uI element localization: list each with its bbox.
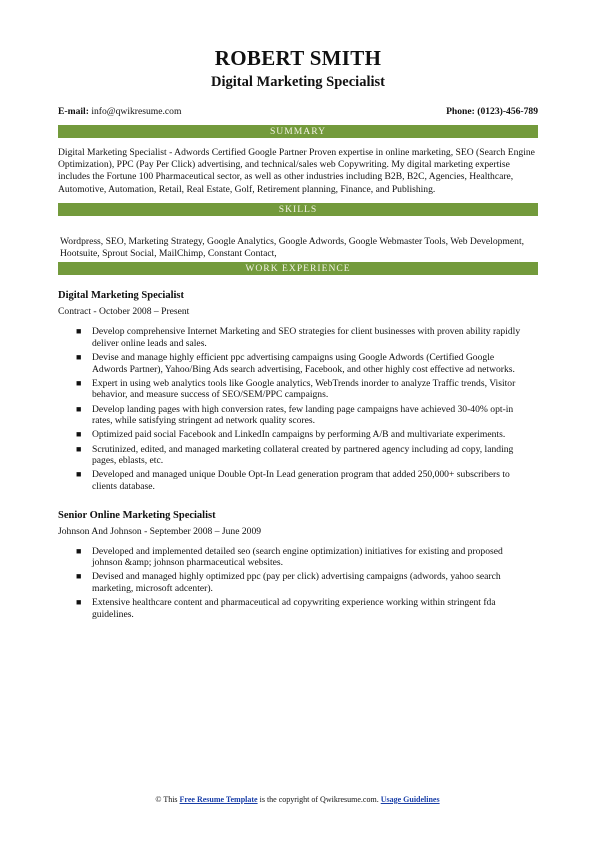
job-entry-2 xyxy=(58,509,538,621)
list-item xyxy=(58,326,538,349)
usage-guidelines-link[interactable]: Usage Guidelines xyxy=(380,795,440,804)
summary-section-bar: SUMMARY xyxy=(58,125,538,138)
list-item xyxy=(58,378,538,401)
bullet-icon: ■ xyxy=(76,571,82,582)
candidate-name: ROBERT SMITH xyxy=(214,46,382,70)
experience-section-bar: WORK EXPERIENCE xyxy=(58,262,538,275)
bullet-icon: ■ xyxy=(76,352,82,362)
job-bullets-1 xyxy=(58,326,538,492)
bullet-text: Devised and managed highly optimized ppc (pay per click) advertising campaigns (adwords, yahoo search marketing, microsoft adcenter). xyxy=(92,571,501,594)
footer-middle: is the copyright of Qwikresume.com. xyxy=(259,795,379,804)
list-item xyxy=(58,404,538,427)
skills-section-bar: SKILLS xyxy=(58,203,538,216)
page-footer xyxy=(0,795,595,805)
bullet-icon: ■ xyxy=(76,326,82,337)
job-entry-1 xyxy=(58,289,538,492)
list-item xyxy=(58,597,538,620)
bullet-icon: ■ xyxy=(76,469,82,480)
list-item xyxy=(58,571,538,594)
list-item xyxy=(58,352,538,375)
list-item xyxy=(58,429,538,441)
bullet-text: Optimized paid social Facebook and LinkedIn campaigns by performing A/B and multivariate experiments. xyxy=(92,429,506,441)
contact-row xyxy=(58,106,538,118)
phone-label: Phone: xyxy=(446,106,475,117)
list-item xyxy=(58,444,538,467)
phone-value: (0123)-456-789 xyxy=(477,106,538,117)
bullet-text: Developed and managed unique Double Opt-In Lead generation program that added 250,000+ subscribers to clients database. xyxy=(92,469,510,492)
email-block xyxy=(58,106,181,118)
list-item xyxy=(58,469,538,492)
list-item xyxy=(58,546,538,569)
email-value: info@qwikresume.com xyxy=(91,106,182,117)
skills-text: Wordpress, SEO, Marketing Strategy, Google Analytics, Google Adwords, Google Webmaster Tools, Web Development, Hootsuite, Sprout Social, MailChimp, Constant Contact, xyxy=(60,235,525,260)
free-resume-template-link[interactable]: Free Resume Template xyxy=(179,795,258,804)
bullet-icon: ■ xyxy=(76,429,82,440)
bullet-text: Developed and implemented detailed seo (search engine optimization) initiatives for existing and proposed johnson &amp; johnson pharmaceutical websites. xyxy=(92,545,503,569)
job-bullets-2 xyxy=(58,546,538,621)
job-company-1: Contract - October 2008 – Present xyxy=(58,306,190,318)
phone-block xyxy=(446,106,538,118)
email-label: E-mail: xyxy=(58,106,89,117)
candidate-title: Digital Marketing Specialist xyxy=(211,74,385,90)
bullet-text: Develop comprehensive Internet Marketing and SEO strategies for client businesses with proven ability rapidly deliver online leads and sales. xyxy=(92,326,521,349)
job-company-2: Johnson And Johnson - September 2008 – June 2009 xyxy=(58,525,262,537)
bullet-text: Extensive healthcare content and pharmaceutical ad copywriting experience working within stringent fda guidelines. xyxy=(92,597,496,620)
job-title-1: Digital Marketing Specialist xyxy=(58,290,184,302)
bullet-text: Develop landing pages with high conversion rates, few landing page campaigns have achieved 30-40% opt-in rates, while satisfying stringent ad network quality scores. xyxy=(92,403,514,427)
summary-text: Digital Marketing Specialist - Adwords Certified Google Partner Proven expertise in online marketing, SEO (Search Engine Optimization), PPC (Pay Per Click) advertising, and technical/sales web Copywriting. My digital marketing expertise includes the Fortune 100 Pharmaceutical sector, as well as other industries including B2B, B2C, Agencies, Healthcare, Automotive, Automation, Retail, Real Estate, Golf, Retirement planning, Finance, and Publishing. xyxy=(58,147,535,195)
footer-prefix: © This xyxy=(155,795,178,804)
bullet-text: Scrutinized, edited, and managed marketing collateral created by partnered agency including ad copy, landing pages, eblasts, etc. xyxy=(92,443,514,467)
bullet-icon: ■ xyxy=(76,597,82,608)
bullet-icon: ■ xyxy=(76,443,82,454)
bullet-icon: ■ xyxy=(76,545,82,556)
job-title-2: Senior Online Marketing Specialist xyxy=(58,509,216,521)
bullet-text: Expert in using web analytics tools like Google analytics, WebTrends inorder to analyze Traffic trends, Visitor behavior, and measure success of SEO/SEM/PPC campaigns. xyxy=(92,377,516,401)
bullet-text: Devise and manage highly efficient ppc advertising campaigns using Google Adwords (Certified Google Adwords Partner), Yahoo/Bing Ads search advertising, Facebook, and other highly cost effective ad networks. xyxy=(92,352,515,375)
bullet-icon: ■ xyxy=(76,403,82,414)
bullet-icon: ■ xyxy=(76,377,82,388)
